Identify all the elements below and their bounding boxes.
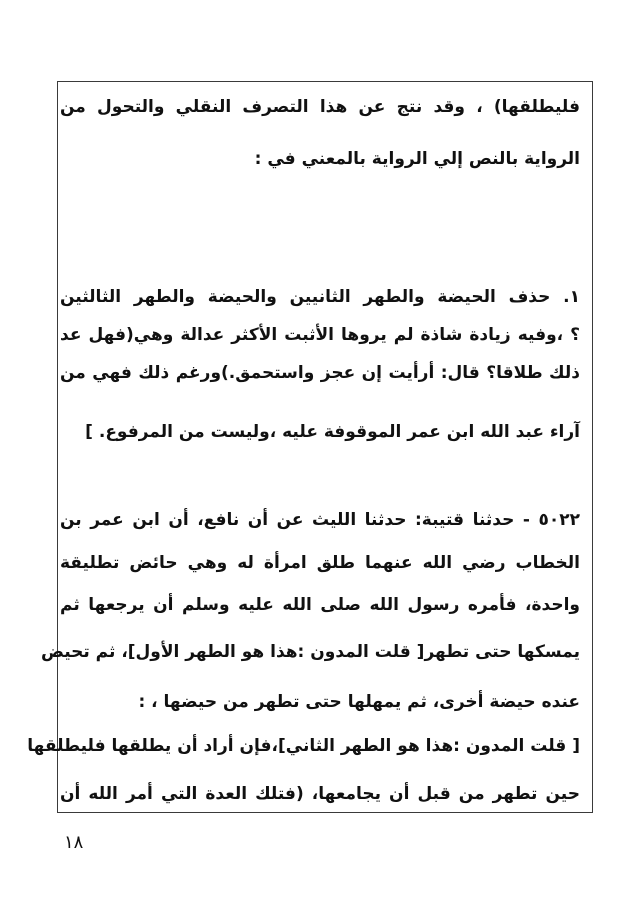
text-line-13: حين تطهر من قبل أن يجامعها، (فتلك العدة التي أمر الله أن — [60, 784, 580, 804]
text-line-9: واحدة، فأمره رسول الله صلى الله عليه وسلم أن يرجعها ثم — [60, 595, 580, 615]
page-number: ١٨ — [64, 832, 84, 853]
text-line-5: ذلك طلاقا؟ قال: أرأيت إن عجز واستحمق.)ورغم ذلك فهي من — [60, 363, 580, 383]
text-line-12: [ قلت المدون :هذا هو الطهر الثاني]،فإن أراد أن يطلقها فليطلقها — [27, 736, 580, 756]
text-line-8: الخطاب رضي الله عنهما طلق امرأة له وهي حائض تطليقة — [60, 553, 580, 573]
text-line-4: ؟ ،وفيه زيادة شاذة لم يروها الأثبت الأكثر عدالة وهي(فهل عد — [60, 325, 580, 345]
text-line-3: ١. حذف الحيضة والطهر الثانيين والحيضة والطهر الثالثين — [60, 287, 580, 307]
text-line-6: آراء عبد الله ابن عمر الموقوفة عليه ،وليست من المرفوع. ] — [85, 422, 580, 442]
text-line-2: الرواية بالنص إلي الرواية بالمعني في : — [254, 149, 580, 169]
text-line-7: ٥٠٢٢ - حدثنا قتيبة: حدثنا الليث عن أن نافع، أن ابن عمر بن — [60, 510, 580, 530]
text-line-10: يمسكها حتى تطهر[ قلت المدون :هذا هو الطهر الأول]، ثم تحيض — [41, 642, 580, 662]
text-line-1: فليطلقها) ، وقد نتج عن هذا التصرف النقلي والتحول من — [60, 97, 580, 117]
text-line-11: عنده حيضة أخرى، ثم يمهلها حتى تطهر من حيضها ، : — [138, 692, 580, 712]
